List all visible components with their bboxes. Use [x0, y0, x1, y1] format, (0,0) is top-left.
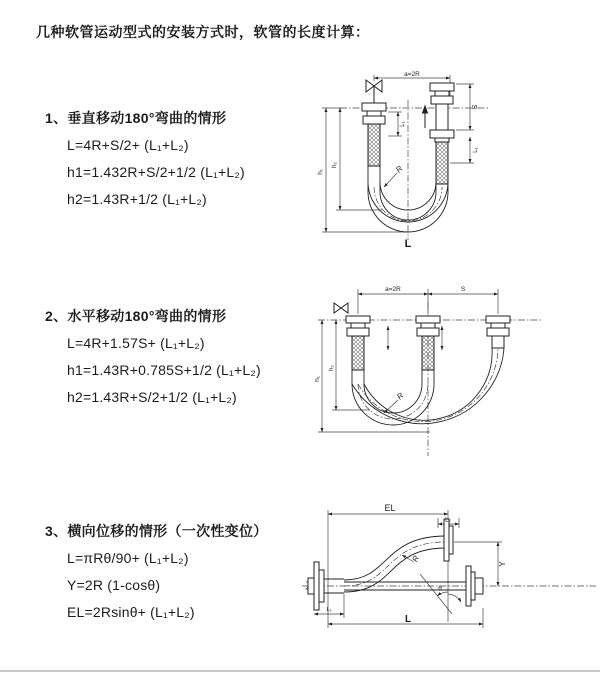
radius-label: R [410, 554, 422, 564]
diagram-horizontal-180-drawing [310, 284, 600, 464]
angle-arc [437, 592, 448, 596]
dim-label-h1: h₁ [317, 169, 324, 175]
dim-label-l1-left: L₁ [400, 121, 406, 127]
page-title: 几种软管运动型式的安装方式时，软管的长度计算： [36, 24, 370, 40]
formula-length: L=πRθ/90+ (L₁+L₂) [67, 549, 189, 566]
diagram-lateral-drawing [298, 504, 600, 646]
section-1-heading: 1、垂直移动180°弯曲的情形 [45, 109, 227, 126]
diagram-vertical-180 [312, 70, 600, 260]
right-flange [466, 566, 483, 606]
formula-length: L=4R+S/2+ (L₁+L₂) [67, 136, 189, 153]
valve-icon [334, 303, 348, 313]
hose-drawing [308, 519, 483, 610]
braid-section [368, 124, 380, 166]
section-3-heading: 3、横向位移的情形（一次性变位） [45, 522, 268, 539]
hose-drawing [334, 303, 510, 425]
length-label: L [404, 238, 412, 250]
dimension-labels [314, 286, 466, 401]
formula-el: EL=2Rsinθ+ (L₁+L₂) [67, 603, 195, 620]
dim-label-h2: h₂ [331, 161, 338, 169]
angle-arc [448, 594, 461, 602]
dim-label-a2r: a=2R [385, 286, 401, 293]
right-flange [486, 316, 510, 348]
dimension-labels [327, 504, 507, 625]
braid-section [352, 336, 364, 370]
braid-section [436, 142, 448, 184]
formula-h2: h2=1.43R+S/2+1/2 (L₁+L₂) [67, 388, 237, 405]
formula-y: Y=2R (1-cosθ) [67, 576, 161, 593]
formula-h1: h1=1.432R+S/2+1/2 (L₁+L₂) [67, 163, 245, 180]
middle-flange [416, 316, 440, 336]
section-2-heading: 2、水平移动180°弯曲的情形 [45, 307, 227, 324]
page-edge [0, 670, 600, 672]
length-label: L [404, 614, 412, 625]
formula-h1: h1=1.43R+0.785S+1/2 (L₁+L₂) [67, 361, 261, 378]
dimension-lines [322, 75, 490, 240]
formula-h2: h2=1.43R+1/2 (L₁+L₂) [67, 190, 207, 207]
formula-length: L=4R+1.57S+ (L₁+L₂) [67, 334, 205, 351]
radius-label: R [394, 164, 405, 175]
left-flange [308, 562, 324, 610]
dim-label-l1: L₁ [326, 607, 332, 613]
dim-label-h2: h₂ [328, 364, 335, 372]
diagram-horizontal-180 [310, 284, 600, 469]
angle-leg [420, 574, 452, 614]
dim-label-a2r: a=2R [404, 71, 420, 78]
diagram-lateral-displacement [298, 504, 600, 651]
section-vertical-180 [45, 104, 325, 212]
section-horizontal-180 [45, 302, 325, 410]
left-flange [362, 103, 386, 124]
diagram-vertical-180-drawing [312, 70, 600, 255]
dim-label-h1: h₁ [314, 376, 321, 382]
dim-label-y: Y [498, 561, 507, 567]
upper-flange [444, 519, 453, 561]
dim-label-el: EL [384, 504, 396, 513]
braid-section [422, 336, 434, 370]
right-flange-upper [430, 83, 454, 130]
dim-label-s: S [472, 104, 479, 110]
right-flange-lower [430, 130, 454, 142]
section-lateral-displacement [45, 517, 325, 625]
dimension-labels [317, 71, 479, 250]
dim-label-s: S [460, 286, 466, 293]
movement-arrow-icon [423, 106, 428, 113]
radius-label: R [395, 391, 406, 402]
left-flange [346, 316, 370, 336]
dim-label-l2: L₂ [445, 517, 451, 524]
dim-label-l1-right: L₁ [473, 147, 479, 153]
theta-label: θ [438, 585, 442, 592]
